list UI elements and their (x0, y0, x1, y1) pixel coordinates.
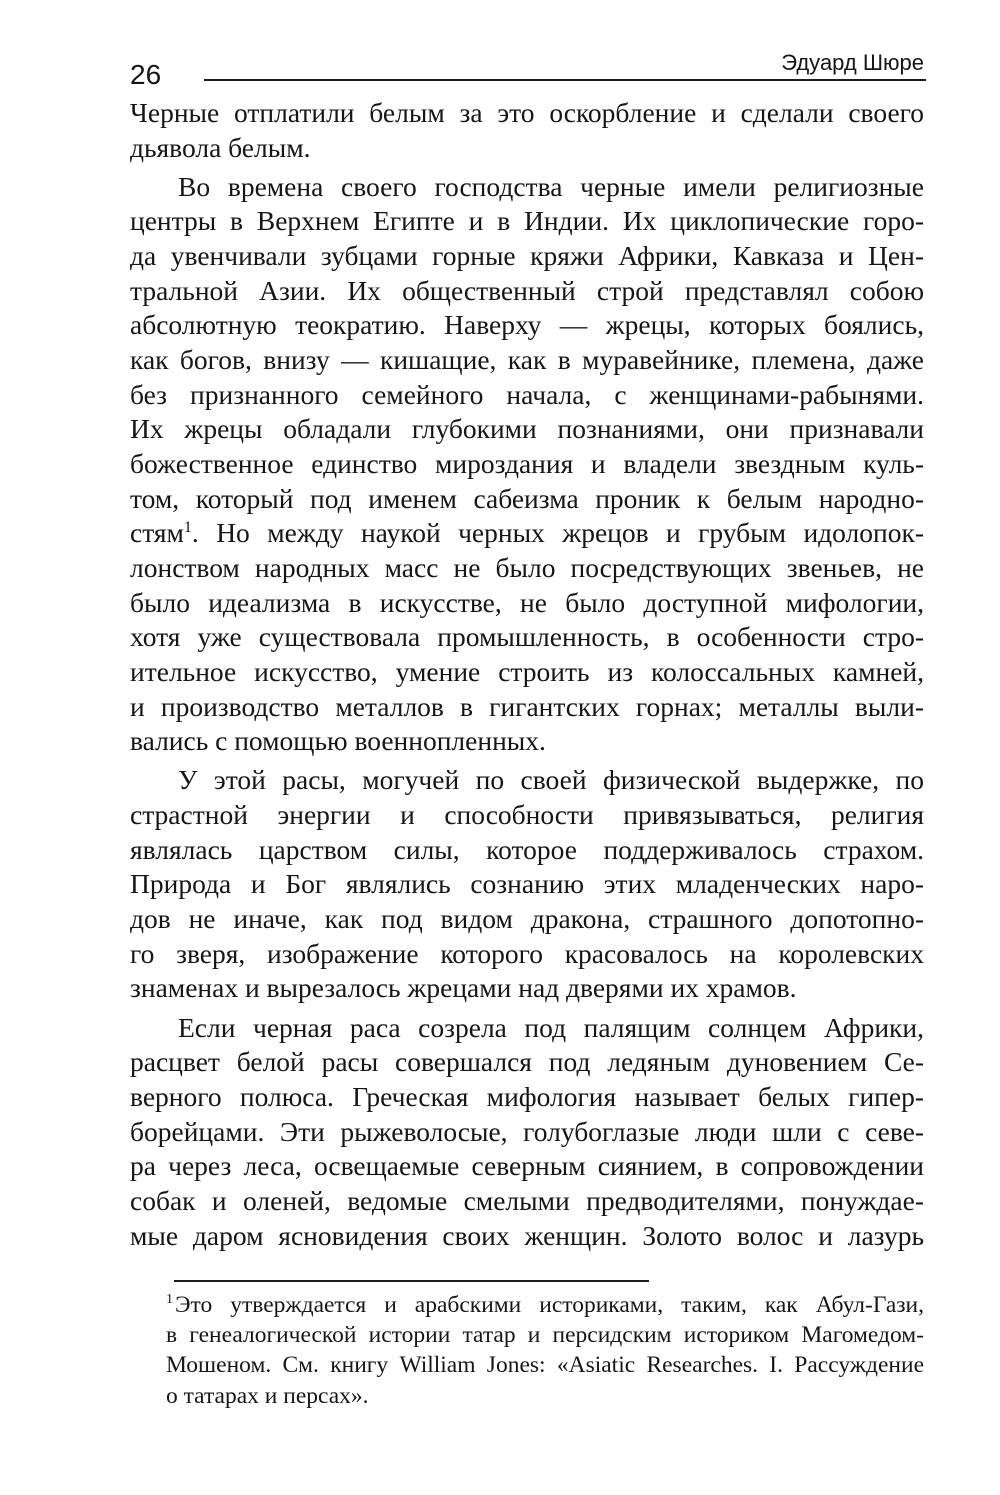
text-line: да увенчивали зубцами горные кряжи Африки, Кавказа и Цен- (130, 240, 924, 272)
text-line: У этой расы, могучей по своей физической выдержке, по (178, 764, 924, 796)
text-line: ра через леса, освещаемые северным сиянием, в сопровождении (130, 1150, 924, 1182)
text-line: являлась царством силы, которое поддерживалось страхом. (130, 833, 924, 865)
paragraph-4 (130, 1011, 924, 1254)
text-line: хотя уже существовала промышленность, в особенности стро- (130, 621, 924, 653)
text-line: Их жрецы обладали глубокими познаниями, они признавали (130, 413, 924, 445)
text-line: том, который под именем сабеизма проник к белым народно- (130, 482, 924, 514)
text-fragment: . Но между наукой черных жрецов и грубым идолопок- (191, 517, 924, 549)
paragraph-2 (130, 170, 924, 759)
paragraph-3 (130, 763, 924, 1006)
text-line: центры в Верхнем Египте и в Индии. Их циклопические горо- (130, 205, 924, 237)
text-line: вались с помощью военнопленных. (130, 725, 546, 757)
text-line: лонством народных масс не было посредствующих звеньев, не (130, 552, 924, 584)
text-fragment: стям (130, 517, 184, 549)
text-line: верного полюса. Греческая мифология называет белых гипер- (130, 1080, 924, 1112)
text-line: дов не иначе, как под видом дракона, страшного допотопно- (130, 903, 924, 935)
text-line: ительное искусство, умение строить из колоссальных камней, (130, 656, 924, 687)
text-line: Если черная раса созрела под палящим солнцем Африки, (178, 1011, 924, 1043)
text-line: дьявола белым. (130, 131, 311, 163)
text-line: знаменах и вырезалось жрецами над дверями их храмов. (130, 972, 797, 1004)
body-text (130, 96, 924, 1258)
footnote (166, 1290, 924, 1411)
footnote-mark: 1 (166, 1292, 173, 1307)
footnote-rule (174, 1280, 649, 1282)
text-line: тральной Азии. Их общественный строй представлял собою (130, 274, 924, 306)
text-line: Во времена своего господства черные имели религиозные (178, 170, 924, 202)
text-fragment: Это утверждается и арабскими историками, таким, как Абул-Гази, (175, 1292, 924, 1318)
text-line: расцвет белой расы совершался под ледяным дуновением Се- (130, 1046, 924, 1078)
page-number: 26 (130, 59, 162, 90)
footnote-line: в генеалогической истории татар и персидским историком Магомедом- (166, 1322, 924, 1349)
text-line: божественное единство мироздания и владели звездным куль- (130, 448, 924, 480)
text-line: Природа и Бог являлись сознанию этих младенческих наро- (130, 868, 924, 900)
text-line: было идеализма в искусстве, не было доступной мифологии, (130, 586, 924, 618)
text-line: абсолютную теократию. Наверху — жрецы, которых боялись, (130, 309, 924, 341)
text-line: мые даром ясновидения своих женщин. Золото волос и лазурь (130, 1219, 924, 1251)
text-line: борейцами. Эти рыжеволосые, голубоглазые люди шли с севе- (130, 1115, 924, 1147)
text-line: Черные отплатили белым за это оскорбление и сделали своего (130, 97, 924, 128)
text-line: без признанного семейного начала, с женщинами-рабынями. (130, 378, 924, 410)
text-line: и производство металлов в гигантских горнах; металлы выли- (130, 690, 924, 722)
text-line: страстной энергии и способности привязываться, религия (130, 799, 924, 831)
running-head: Эдуард Шюре (781, 50, 924, 75)
text-line: как богов, внизу — кишащие, как в муравейнике, племена, даже (130, 344, 924, 376)
paragraph-1 (130, 96, 924, 165)
text-line-with-footnote (130, 516, 924, 551)
text-line: собак и оленей, ведомые смелыми предводителями, понуждае- (130, 1184, 924, 1216)
footnote-line: о татарах и персах». (166, 1382, 369, 1409)
header-rule (204, 79, 926, 81)
footnote-line: Мошеном. См. книгу William Jones: «Asiatic Researches. I. Рассуждение (166, 1352, 924, 1379)
text-line: го зверя, изображение которого красовалось на королевских (130, 937, 924, 969)
footnote-line (166, 1290, 924, 1320)
footnote-reference: 1 (183, 519, 192, 537)
